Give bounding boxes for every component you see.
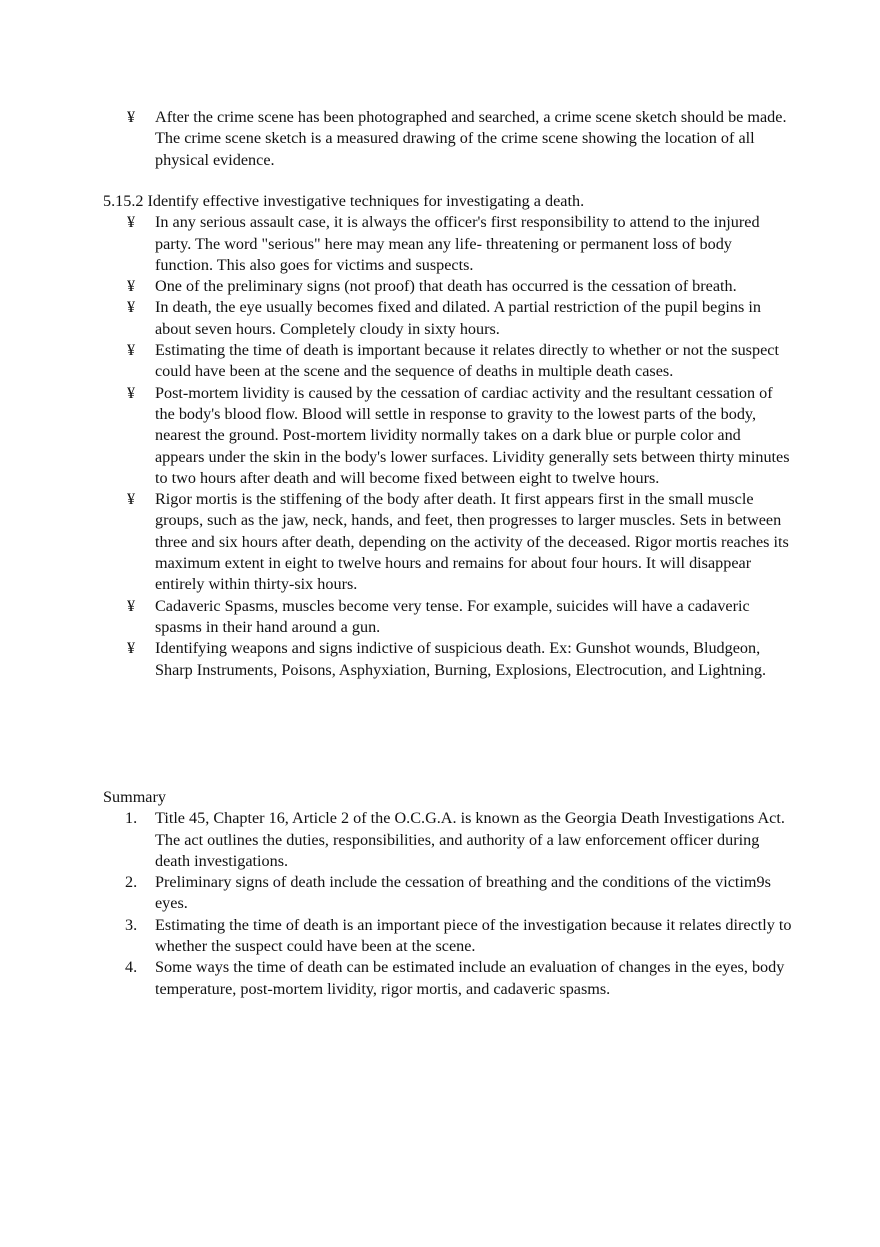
- item-number: 4.: [125, 958, 138, 977]
- list-item: [103, 596, 793, 639]
- list-item: [103, 383, 793, 489]
- list-item: [103, 212, 793, 276]
- item-text: Some ways the time of death can be estimated include an evaluation of changes in the eyes, body temperature, post-mortem lividity, rigor mortis, and cadaveric spasms.: [155, 958, 785, 998]
- summary-heading: Summary: [103, 788, 166, 806]
- item-number: 1.: [125, 809, 138, 828]
- summary-numbered-list: [103, 808, 793, 1000]
- item-number: 2.: [125, 873, 138, 892]
- bullet-marker: ¥: [127, 490, 136, 509]
- techniques-bullet-list: [103, 212, 793, 681]
- crime-scene-section: [103, 107, 793, 171]
- bullet-text: In death, the eye usually becomes fixed and dilated. A partial restriction of the pupil begins in about seven hours. Completely cloudy in sixty hours.: [155, 298, 761, 338]
- list-item: [103, 638, 793, 681]
- bullet-text: Rigor mortis is the stiffening of the body after death. It first appears first in the small muscle groups, such as the jaw, neck, hands, and feet, then progresses to larger muscles. Sets in between three and six hours after death, depending on the activity of the deceased. Rigor mortis reaches its maximum extent in eight to twelve hours and remains for about four hours. It will disappear entirely within thirty-six hours.: [155, 490, 789, 594]
- bullet-marker: ¥: [127, 298, 136, 317]
- item-text: Estimating the time of death is an important piece of the investigation because it relates directly to whether the suspect could have been at the scene.: [155, 915, 792, 956]
- list-item: [103, 957, 793, 1000]
- bullet-marker: ¥: [127, 596, 136, 615]
- bullet-marker: ¥: [127, 341, 136, 360]
- bullet-text: One of the preliminary signs (not proof) that death has occurred is the cessation of breath.: [155, 277, 737, 296]
- crime-scene-bullet-list: [103, 107, 793, 171]
- bullet-text: After the crime scene has been photographed and searched, a crime scene sketch should be made. The crime scene sketch is a measured drawing of the crime scene showing the location of all physical evidence.: [155, 108, 787, 169]
- summary-section: [103, 787, 793, 1000]
- bullet-text: Identifying weapons and signs indictive of suspicious death. Ex: Gunshot wounds, Bludgeon, Sharp Instruments, Poisons, Asphyxiation, Burning, Explosions, Electrocution, and Lightning.: [155, 639, 767, 679]
- list-item: [103, 489, 793, 595]
- bullet-marker: ¥: [127, 277, 136, 296]
- bullet-text: Cadaveric Spasms, muscles become very tense. For example, suicides will have a cadaveric spasms in their hand around a gun.: [155, 596, 750, 636]
- bullet-marker: ¥: [127, 639, 136, 658]
- list-item: [103, 276, 793, 297]
- bullet-marker: ¥: [127, 383, 136, 402]
- list-item: [103, 340, 793, 383]
- item-text: Title 45, Chapter 16, Article 2 of the O.C.G.A. is known as the Georgia Death Investigations Act. The act outlines the duties, responsibilities, and authority of a law enforcement officer during death investigations.: [155, 809, 785, 870]
- section-heading: 5.15.2 Identify effective investigative techniques for investigating a death.: [103, 192, 585, 210]
- bullet-text: In any serious assault case, it is always the officer's first responsibility to attend to the injured party. The word "serious" here may mean any life- threatening or permanent loss of body function. This also goes for victims and suspects.: [155, 213, 760, 274]
- item-text: Preliminary signs of death include the cessation of breathing and the conditions of the victim9s eyes.: [155, 873, 771, 913]
- list-item: [103, 872, 793, 915]
- bullet-marker: ¥: [127, 108, 136, 126]
- list-item: [103, 808, 793, 872]
- list-item: [103, 915, 793, 958]
- identify-techniques-section: [103, 191, 793, 681]
- bullet-text: Post-mortem lividity is caused by the cessation of cardiac activity and the resultant cessation of the body's blood flow. Blood will settle in response to gravity to the lowest parts of the body, nearest the ground. Post-mortem lividity normally takes on a dark blue or purple color and appears under the skin in the body's lower surfaces. Lividity generally sets between thirty minutes to two hours after death and will become fixed between eight to twelve hours.: [155, 383, 790, 487]
- bullet-marker: ¥: [127, 213, 136, 232]
- item-number: 3.: [125, 915, 138, 934]
- bullet-text: Estimating the time of death is important because it relates directly to whether or not the suspect could have been at the scene and the sequence of deaths in multiple death cases.: [155, 341, 779, 381]
- list-item: [103, 107, 793, 171]
- list-item: [103, 297, 793, 340]
